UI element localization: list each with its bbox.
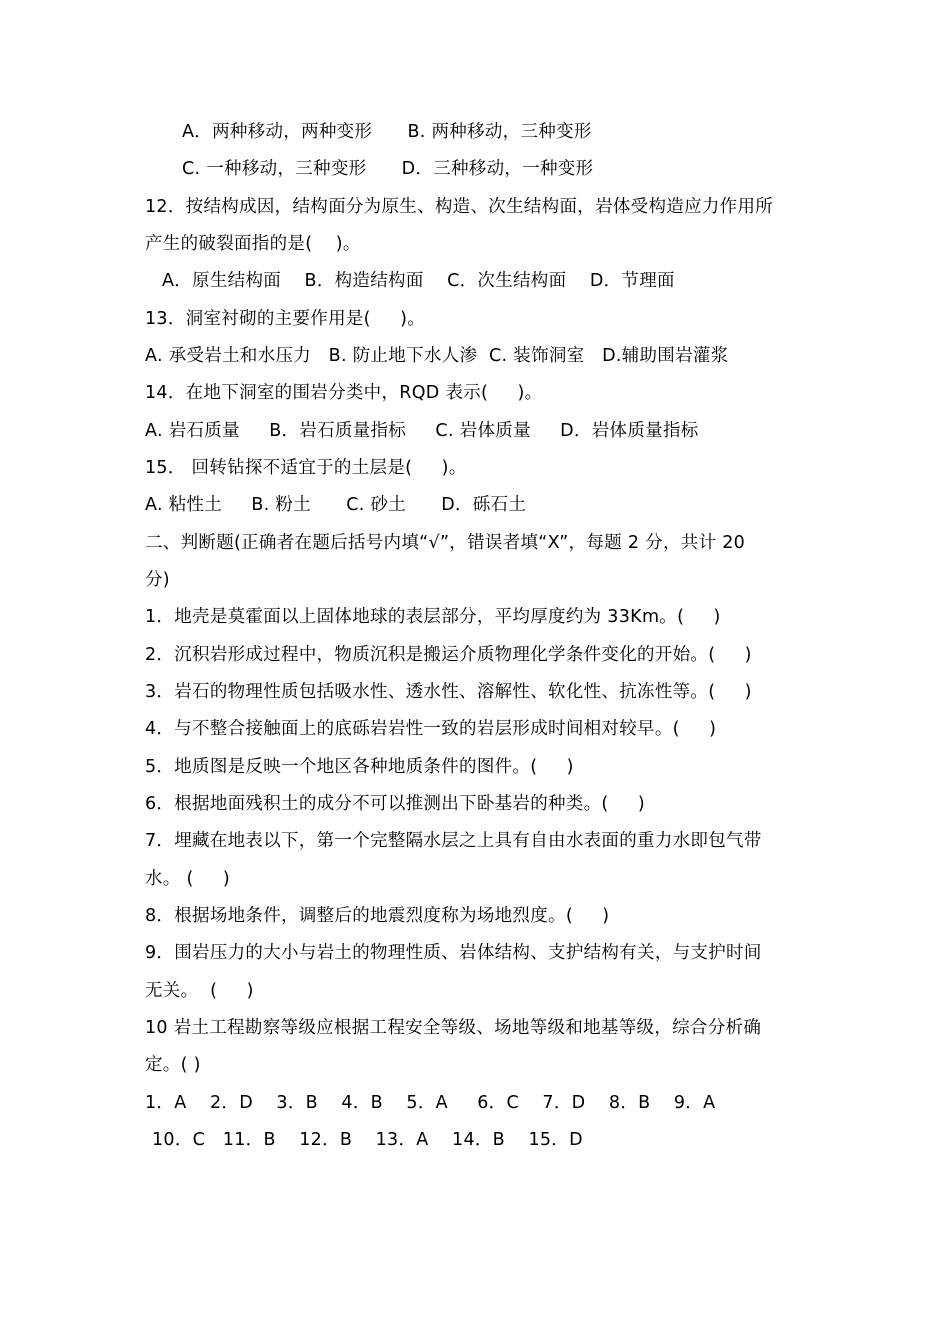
tf-item-10-line-2: 定。( ) <box>145 1055 201 1075</box>
q14-options: A. 岩石质量 B．岩石质量指标 C. 岩体质量 D．岩体质量指标 <box>145 421 699 441</box>
tf-item-4: 4．与不整合接触面上的底砾岩岩性一致的岩层形成时间相对较早。( ) <box>145 719 717 739</box>
tf-item-8: 8．根据场地条件，调整后的地震烈度称为场地烈度。( ) <box>145 906 610 926</box>
tf-item-7-line-1: 7．埋藏在地表以下，第一个完整隔水层之上具有自由水表面的重力水即包气带 <box>145 831 762 851</box>
tf-item-1: 1．地壳是莫霍面以上固体地球的表层部分，平均厚度约为 33Km。( ) <box>145 607 721 627</box>
tf-item-9-line-2: 无关。 ( ) <box>145 981 254 1001</box>
tf-item-9-line-1: 9．围岩压力的大小与岩土的物理性质、岩体结构、支护结构有关，与支护时间 <box>145 943 762 963</box>
q14-stem: 14．在地下洞室的围岩分类中，RQD 表示( )。 <box>145 383 543 403</box>
q15-stem: 15． 回转钻探不适宜于的土层是( )。 <box>145 458 467 478</box>
q15-options: A. 粘性土 B. 粉土 C. 砂土 D．砾石土 <box>145 495 527 515</box>
q11-options-line-2: C. 一种移动，三种变形 D．三种移动，一种变形 <box>182 159 594 179</box>
tf-item-2: 2．沉积岩形成过程中，物质沉积是搬运介质物理化学条件变化的开始。( ) <box>145 645 752 665</box>
section2-heading-line-1: 二、判断题(正确者在题后括号内填“√”，错误者填“X”，每题 2 分，共计 20 <box>145 533 746 553</box>
q11-options-line-1: A．两种移动，两种变形 B. 两种移动，三种变形 <box>182 122 592 142</box>
tf-item-6: 6．根据地面残积土的成分不可以推测出下卧基岩的种类。( ) <box>145 794 646 814</box>
answer-key-line-2: 10．C 11．B 12．B 13．A 14．B 15．D <box>152 1130 583 1150</box>
q12-stem-line-2: 产生的破裂面指的是( )。 <box>145 234 361 254</box>
section2-heading-line-2: 分) <box>145 570 170 590</box>
tf-item-10-line-1: 10 岩土工程勘察等级应根据工程安全等级、场地等级和地基等级，综合分析确 <box>145 1018 762 1038</box>
tf-item-7-line-2: 水。 ( ) <box>145 869 231 889</box>
q12-stem-line-1: 12．按结构成因，结构面分为原生、构造、次生结构面，岩体受构造应力作用所 <box>145 197 774 217</box>
q12-options: A．原生结构面 B．构造结构面 C．次生结构面 D．节理面 <box>162 271 675 291</box>
q13-stem: 13．洞室衬砌的主要作用是( )。 <box>145 309 426 329</box>
tf-item-3: 3．岩石的物理性质包括吸水性、透水性、溶解性、软化性、抗冻性等。( ) <box>145 682 752 702</box>
answer-key-line-1: 1．A 2．D 3．B 4．B 5．A 6．C 7．D 8．B 9．A <box>145 1093 716 1113</box>
tf-item-5: 5．地质图是反映一个地区各种地质条件的图件。( ) <box>145 757 574 777</box>
q13-options: A. 承受岩土和水压力 B. 防止地下水人渗 C. 装饰洞室 D.辅助围岩灌浆 <box>145 346 729 366</box>
